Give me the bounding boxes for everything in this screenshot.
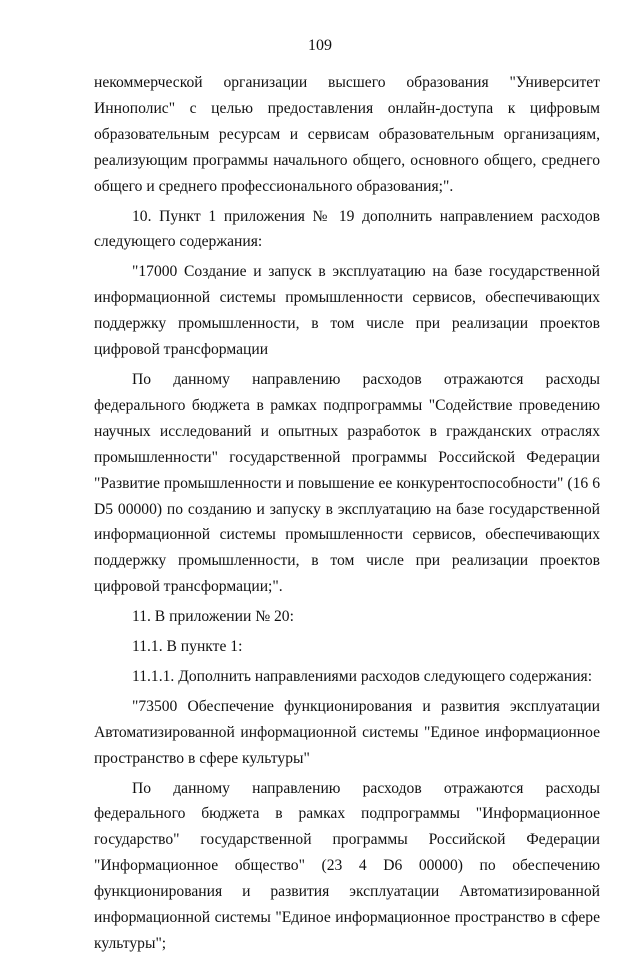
paragraph-continuation: некоммерческой организации высшего образования "Университет Иннополис" с целью предоставления онлайн-доступа к цифровым образовательным ресурсам и сервисам образовательным организациям, реализующим программы начального общего, основного общего, среднего общего и среднего профессионального образования;". xyxy=(94,74,600,195)
page-number: 109 xyxy=(308,37,332,54)
paragraph-73500-description: По данному направлению расходов отражаются расходы федерального бюджета в рамках подпрограммы "Информационное государство" государственной программы Российской Федерации "Информационное общество" (23 4 D6 00000) по обеспечению функционирования и развития эксплуатации Автоматизированной информационной системы "Единое информационное пространство в сфере культуры"; xyxy=(94,779,600,952)
paragraph-17000-description: По данному направлению расходов отражаются расходы федерального бюджета в рамках подпрограммы "Содействие проведению научных исследований и опытных разработок в гражданских отраслях промышленности" государственной программы Российской Федерации "Развитие промышленности и повышение ее конкурентоспособности" (16 6 D5 00000) по созданию и запуску в эксплуатацию на базе государственной информационной системы промышленности сервисов, обеспечивающих поддержку промышленности, в том числе при реализации проектов цифровой трансформации;". xyxy=(94,370,600,596)
paragraph-item-11: 11. В приложении № 20: xyxy=(132,608,294,626)
paragraph-direction-73500: "73500 Обеспечение функционирования и развития эксплуатации Автоматизированной информационной системы "Единое информационное пространство в сфере культуры" xyxy=(94,697,600,767)
paragraph-item-11-1: 11.1. В пункте 1: xyxy=(132,638,243,656)
paragraph-item-10: 10. Пункт 1 приложения № 19 дополнить направлением расходов следующего содержания: xyxy=(94,207,600,251)
paragraph-direction-17000: "17000 Создание и запуск в эксплуатацию на базе государственной информационной системы промышленности сервисов, обеспечивающих поддержку промышленности, в том числе при реализации проектов цифровой трансформации xyxy=(94,263,600,359)
document-body xyxy=(94,70,600,957)
paragraph-item-11-1-1: 11.1.1. Дополнить направлениями расходов следующего содержания: xyxy=(132,667,593,685)
